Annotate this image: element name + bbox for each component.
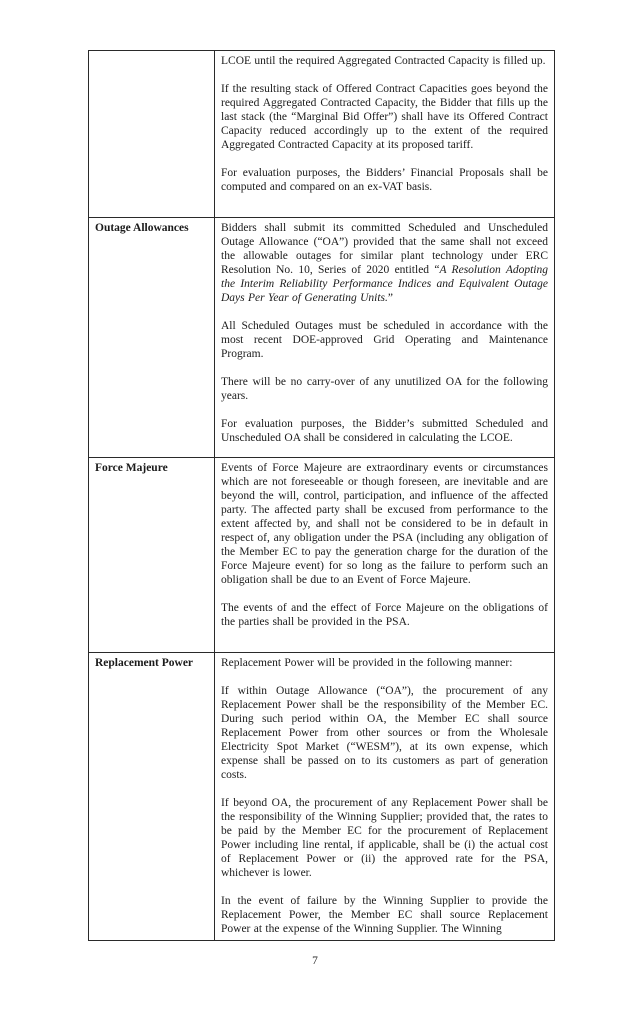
table-row-replacement-power [89, 653, 555, 941]
paragraph: Events of Force Majeure are extraordinary events or circumstances which are not foreseeable or though foreseen, are inevitable and are beyond the will, control, participation, and influence of the affected party. The affected party shall be excused from performance to the extent affected by, and shall not be considered to be in default in respect of, any obligation under the PSA (including any obligation of the Member EC to pay the generation charge for the duration of the Force Majeure event) for so long as the failure to perform such an obligation shall be due to an Event of Force Majeure. [221, 462, 548, 586]
term-cell [89, 458, 215, 653]
table-row-outage-allowances [89, 218, 555, 458]
terms-table [88, 50, 555, 941]
table-row-force-majeure [89, 458, 555, 653]
paragraph: For evaluation purposes, the Bidders’ Financial Proposals shall be computed and compared on an ex-VAT basis. [221, 167, 548, 193]
page-number: 7 [312, 955, 318, 967]
paragraph: All Scheduled Outages must be scheduled in accordance with the most recent DOE-approved Grid Operating and Maintenance Program. [221, 320, 548, 360]
paragraph: Replacement Power will be provided in the following manner: [221, 657, 513, 669]
paragraph: There will be no carry-over of any unutilized OA for the following years. [221, 376, 548, 402]
paragraph-text: Bidders shall submit its committed Scheduled and Unscheduled Outage Allowance (“OA”) provided that the same shall not exceed the allowable outages for similar plant technology under ERC Resolution No. 10, Series of 2020 entitled “ [221, 222, 548, 276]
term-cell [89, 218, 215, 458]
paragraph-text: ” [387, 292, 394, 304]
paragraph: LCOE until the required Aggregated Contracted Capacity is filled up. [221, 55, 546, 67]
paragraph-italic-citation: A Resolution Adopting the Interim Reliability Performance Indices and Equivalent Outage Days Per Year of Generating Units. [221, 264, 548, 304]
term-label: Replacement Power [95, 657, 194, 669]
term-cell [89, 653, 215, 941]
paragraph: If the resulting stack of Offered Contract Capacities goes beyond the required Aggregated Contracted Capacity, the Bidder that fills up the last stack (the “Marginal Bid Offer”) shall have its Offered Contract Capacity reduced accordingly up to the extent of the required Aggregated Contracted Capacity at its proposed tariff. [221, 83, 548, 151]
paragraph: For evaluation purposes, the Bidder’s submitted Scheduled and Unscheduled OA shall be considered in calculating the LCOE. [221, 418, 548, 444]
term-label: Outage Allowances [95, 222, 189, 234]
paragraph: In the event of failure by the Winning Supplier to provide the Replacement Power, the Member EC shall source Replacement Power at the expense of the Winning Supplier. The Winning [221, 895, 548, 935]
paragraph [221, 221, 548, 305]
term-label: Force Majeure [95, 462, 168, 474]
definition-cell [215, 218, 555, 458]
definition-cell [215, 51, 555, 218]
paragraph: The events of and the effect of Force Majeure on the obligations of the parties shall be provided in the PSA. [221, 602, 548, 628]
paragraph: If beyond OA, the procurement of any Replacement Power shall be the responsibility of the Winning Supplier; provided that, the rates to be paid by the Member EC for the procurement of Replacement Power including line rental, if applicable, shall be (i) the actual cost of Replacement Power or (ii) the approved rate for the PSA, whichever is lower. [221, 797, 548, 879]
paragraph: If within Outage Allowance (“OA”), the procurement of any Replacement Power shall be the responsibility of the Member EC. During such period within OA, the Member EC shall source Replacement Power from other sources or from the Wholesale Electricity Spot Market (“WESM”), at its own expense, which expense shall be passed on to its customers as part of generation costs. [221, 685, 548, 781]
definition-cell [215, 653, 555, 941]
term-cell-empty [89, 51, 215, 218]
terms-table-body [89, 51, 555, 941]
definition-cell [215, 458, 555, 653]
table-row-continuation [89, 51, 555, 218]
